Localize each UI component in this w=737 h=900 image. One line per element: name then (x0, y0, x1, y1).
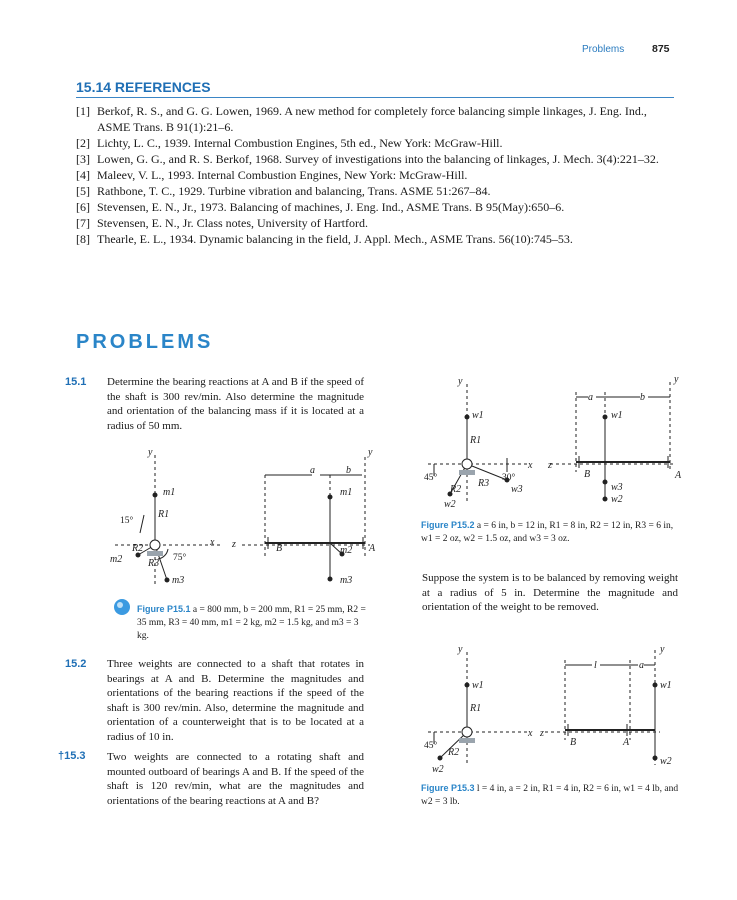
label-b: b (346, 465, 351, 476)
label-b: b (640, 392, 645, 403)
running-header-section: Problems (582, 44, 625, 55)
figure-p15-2-diagram (420, 372, 690, 512)
references-heading: 15.14 REFERENCES (76, 79, 211, 95)
figure-p15-1-diagram (100, 445, 390, 617)
label-w2: w2 (432, 764, 444, 775)
reference-text: Lichty, L. C., 1939. Internal Combustion Engines, 5th ed., New York: McGraw-Hill. (97, 136, 503, 150)
label-x: x (528, 460, 533, 471)
label-angle-45: 45° (424, 741, 438, 751)
label-r1: R1 (470, 435, 482, 446)
label-angle-30: 30° (502, 473, 516, 483)
reference-number: [5] (76, 184, 90, 198)
label-b: B (276, 543, 283, 554)
label-m1: m1 (340, 487, 353, 498)
label-a: a (639, 660, 644, 671)
label-z: z (232, 539, 236, 550)
figure-label: Figure P15.3 (421, 783, 475, 793)
label-angle-45: 45° (424, 473, 438, 483)
reference-text: Stevensen, E. N., Jr. Class notes, University of Hartford. (97, 216, 368, 230)
reference-item (76, 183, 676, 199)
label-r1: R1 (158, 509, 170, 520)
label-z: z (540, 728, 544, 739)
label-y: y (368, 447, 373, 458)
label-y: y (458, 644, 463, 655)
label-w2: w2 (611, 494, 623, 505)
reference-number: [6] (76, 200, 90, 214)
reference-text: Rathbone, T. C., 1929. Turbine vibration and balancing, Trans. ASME 51:267–84. (97, 184, 491, 198)
figure-text: a = 800 mm, b = 200 mm, R1 = 25 mm, R2 = 35 mm, R3 = 40 mm, m1 = 2 kg, m2 = 1.5 kg, and m3 = 3 kg. (137, 605, 366, 641)
reference-text: Lowen, G. G., and R. S. Berkof, 1968. Survey of investigations into the balancing of linkages, J. Mech. 3(4):221–32. (97, 152, 659, 166)
label-r2: R2 (448, 747, 460, 758)
label-a: A (675, 470, 682, 481)
label-y: y (660, 644, 665, 655)
label-y: y (458, 376, 463, 387)
label-a: a (588, 392, 593, 403)
label-angle-15: 15° (120, 516, 134, 526)
figure-text: a = 6 in, b = 12 in, R1 = 8 in, R2 = 12 in, R3 = 6 in, w1 = 2 oz, w2 = 1.5 oz, and w3 = 3 oz. (421, 521, 674, 544)
reference-number: [1] (76, 104, 90, 118)
reference-item (76, 135, 676, 151)
label-w1: w1 (660, 680, 672, 691)
label-m3: m3 (172, 575, 185, 586)
problems-heading: PROBLEMS (76, 331, 214, 353)
label-a: A (369, 543, 376, 554)
label-angle-75: 75° (173, 553, 187, 563)
label-w3: w3 (511, 484, 523, 495)
label-b: B (570, 737, 577, 748)
label-r3: R3 (148, 558, 160, 569)
label-z: z (548, 460, 552, 471)
reference-item (76, 231, 676, 247)
reference-text: Stevensen, E. N., Jr., 1973. Balancing of machines, J. Eng. Ind., ASME Trans. B 95(May):650–6. (97, 200, 565, 214)
label-a: a (310, 465, 315, 476)
reference-item (76, 151, 676, 167)
figure-p15-2-caption (421, 519, 681, 546)
label-w1: w1 (472, 410, 484, 421)
reference-text: Thearle, E. L., 1934. Dynamic balancing in the field, J. Appl. Mech., ASME Trans. 56(10):745–53. (97, 232, 573, 246)
label-w1: w1 (472, 680, 484, 691)
label-m3: m3 (340, 575, 353, 586)
figure-label: Figure P15.2 (421, 520, 475, 530)
label-w2: w2 (660, 756, 672, 767)
label-x: x (528, 728, 533, 739)
label-l: l (594, 660, 597, 671)
figure-p15-3-diagram (420, 640, 690, 780)
label-x: x (210, 537, 215, 548)
label-m2: m2 (340, 545, 353, 556)
label-m2: m2 (110, 554, 123, 565)
label-w1: w1 (611, 410, 623, 421)
reference-item (76, 199, 676, 215)
figure-text: l = 4 in, a = 2 in, R1 = 4 in, R2 = 6 in, w1 = 4 lb, and w2 = 3 lb. (421, 784, 679, 807)
reference-number: [8] (76, 232, 90, 246)
label-w2: w2 (444, 499, 456, 510)
label-r3: R3 (478, 478, 490, 489)
label-w3: w3 (611, 482, 623, 493)
reference-item (76, 103, 676, 135)
problem-continuation-text: Suppose the system is to be balanced by removing weight at a radius of 5 in. Determine the magnitude and orientation of the weight to be removed. (422, 572, 678, 613)
heading-rule (76, 97, 674, 98)
problem-text: Three weights are connected to a shaft that rotates in bearings at A and B. Determine the magnitudes and orientations of the bearing reactions if the speed of the shaft is 300 rev/min. Also, determine the magnitude and orientation of a counterweight that is to be located at a radius of 10 in. (107, 658, 364, 743)
label-r2: R2 (132, 543, 144, 554)
figure-p15-3-caption (421, 782, 681, 809)
reference-number: [3] (76, 152, 90, 166)
label-b: B (584, 469, 591, 480)
problem-number: 15.1 (65, 376, 87, 388)
reference-number: [4] (76, 168, 90, 182)
figure-label: Figure P15.1 (137, 604, 191, 614)
page-number: 875 (652, 43, 670, 55)
figure-p15-1-caption (107, 603, 369, 643)
reference-item (76, 167, 676, 183)
problem-text: Two weights are connected to a rotating shaft and mounted outboard of bearings A and B. If the speed of the shaft is 120 rev/min, what are the magnitudes and orientations of the bearing reactions at A and B? (107, 751, 364, 807)
label-a: A (623, 737, 630, 748)
label-r1: R1 (470, 703, 482, 714)
problem-number: †15.3 (58, 750, 86, 762)
label-y: y (674, 374, 679, 385)
reference-text: Maleev, V. L., 1993. Internal Combustion Engines, New York: McGraw-Hill. (97, 168, 468, 182)
label-r2: R2 (450, 484, 462, 495)
label-m1: m1 (163, 487, 176, 498)
problem-text: Determine the bearing reactions at A and B if the speed of the shaft is 300 rev/min. Also determine the magnitude and orientation of the balancing mass if it is located at a radius of 50 mm. (107, 376, 364, 432)
problem-number: 15.2 (65, 658, 87, 670)
label-y: y (148, 447, 153, 458)
reference-number: [7] (76, 216, 90, 230)
references-list (76, 103, 676, 247)
reference-text: Berkof, R. S., and G. G. Lowen, 1969. A new method for completely force balancing simple linkages, J. Eng. Ind., ASME Trans. B 91(1):21–6. (97, 104, 647, 134)
reference-item (76, 215, 676, 231)
reference-number: [2] (76, 136, 90, 150)
